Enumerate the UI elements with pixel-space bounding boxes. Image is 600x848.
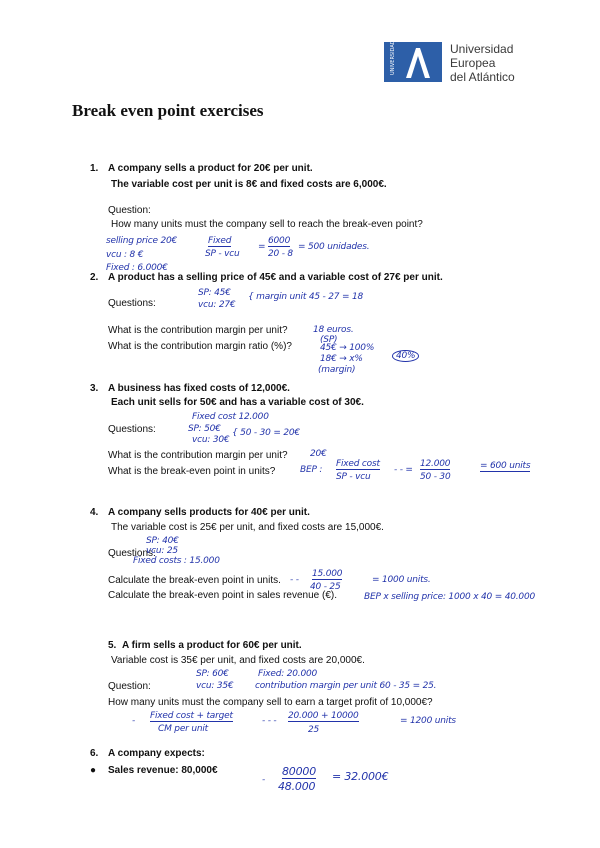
ex5-hw-fixed: Fixed: 20.000 (258, 669, 318, 679)
ex3-statement-2: Each unit sells for 50€ and has a variable cost of 30€. (111, 397, 364, 408)
ex6-statement-1: A company expects: (108, 748, 205, 759)
ex3-hw-vcu: vcu: 30€ (192, 435, 230, 445)
ex5-hw-vcu: vcu: 35€ (196, 681, 234, 691)
ex3-question-2: What is the break-even point in units? (108, 466, 276, 477)
ex3-question-1: What is the contribution margin per unit? (108, 450, 288, 461)
ex3-hw-fixed: Fixed cost 12.000 (192, 412, 269, 422)
logo-a-icon (384, 42, 442, 82)
ex1-hw-frac-num: Fixed (208, 236, 232, 246)
ex3-statement-1: A business has fixed costs of 12,000€. (108, 383, 290, 394)
university-logo-mark (384, 42, 442, 82)
ex5-hw-result: = 1200 units (400, 716, 456, 726)
ex6-hw-minus: - (262, 775, 266, 785)
ex3-hw-eq: - - = (394, 465, 413, 475)
university-name-line1: Universidad (450, 42, 514, 56)
ex1-question: How many units must the company sell to reach the break-even point? (111, 219, 423, 230)
ex1-number: 1. (90, 163, 99, 174)
ex5-statement-2: Variable cost is 35€ per unit, and fixed costs are 20,000€. (111, 655, 365, 666)
ex5-hw-frac-num: Fixed cost + target (150, 711, 233, 721)
ex2-hw-margin: { margin unit 45 - 27 = 18 (248, 292, 364, 302)
ex5-question: How many units must the company sell to earn a target profit of 10,000€? (108, 697, 433, 708)
ex5-question-label: Question: (108, 681, 151, 692)
ex1-statement-1: A company sells a product for 20€ per unit. (108, 163, 313, 174)
ex1-hw-eq: = (258, 242, 266, 252)
ex4-question-2: Calculate the break-even point in sales revenue (€). (108, 590, 338, 601)
ex3-hw-sp: SP: 50€ (188, 424, 221, 434)
ex4-question-label: Questions: (108, 548, 156, 559)
ex6-bullet-icon: ● (90, 765, 97, 776)
ex5-hw-frac2-den: 25 (308, 725, 320, 735)
ex2-hw-sp-label: (SP) (320, 335, 338, 345)
ex2-statement-1: A product has a selling price of 45€ and a variable cost of 27€ per unit. (108, 272, 443, 283)
ex6-bullet-1: Sales revenue: 80,000€ (108, 765, 218, 776)
ex2-hw-sp: SP: 45€ (198, 288, 231, 298)
ex4-hw-result: = 1000 units. (372, 575, 431, 585)
ex3-hw-frac2-num: 12.000 (420, 459, 451, 469)
ex3-number: 3. (90, 383, 99, 394)
ex1-hw-result: = 500 unidades. (298, 242, 370, 252)
ex4-hw-fixed: Fixed costs : 15.000 (133, 556, 220, 566)
ex3-hw-frac2-den: 50 - 30 (420, 472, 451, 482)
ex1-hw-sp: selling price 20€ (106, 236, 178, 246)
ex1-statement-2: The variable cost per unit is 8€ and fixed costs are 6,000€. (111, 179, 387, 190)
ex5-number: 5. (108, 640, 117, 651)
ex5-hw-eq: - - - (262, 716, 277, 726)
ex2-hw-answer-2: 40% (392, 350, 419, 362)
ex6-hw-result: = 32.000€ (332, 770, 389, 783)
ex1-hw-frac2-num: 6000 (268, 236, 291, 246)
ex5-hw-dash: - (132, 716, 136, 726)
ex3-hw-answer-1: 20€ (310, 449, 327, 459)
ex1-hw-frac-den: SP - vcu (205, 249, 240, 259)
ex2-hw-margin-label: (margin) (318, 365, 356, 375)
ex4-hw-revenue: BEP x selling price: 1000 x 40 = 40.000 (364, 592, 535, 602)
ex1-hw-frac2-den: 20 - 8 (268, 249, 293, 259)
ex5-hw-sp: SP: 60€ (196, 669, 229, 679)
ex5-hw-cm: contribution margin per unit 60 - 35 = 25. (255, 681, 437, 691)
ex4-hw-dash: - - (290, 575, 299, 585)
university-name-line2: Europea (450, 56, 496, 70)
logo-vertical-text: UNIVERSIDAD EUROPEA (390, 42, 396, 75)
ex6-number: 6. (90, 748, 99, 759)
ex5-hw-frac2-num: 20.000 + 10000 (288, 711, 359, 721)
ex5-statement-1: A firm sells a product for 60€ per unit. (122, 640, 302, 651)
ex4-hw-sp: SP: 40€ (146, 536, 179, 546)
ex4-hw-vcu: vcu: 25 (146, 546, 178, 556)
ex1-hw-vcu: vcu : 8 € (106, 250, 144, 260)
university-name-line3: del Atlántico (450, 70, 515, 84)
ex4-question-1: Calculate the break-even point in units. (108, 575, 281, 586)
ex1-hw-fixed: Fixed : 6.000€ (106, 263, 168, 273)
ex3-hw-frac-num: Fixed cost (336, 459, 380, 469)
ex2-question-2: What is the contribution margin ratio (%)? (108, 341, 292, 352)
ex4-hw-frac-den: 40 - 25 (310, 582, 341, 592)
ex5-hw-frac-den: CM per unit (158, 724, 208, 734)
ex4-statement-1: A company sells products for 40€ per unit. (108, 507, 310, 518)
ex2-question-1: What is the contribution margin per unit? (108, 325, 288, 336)
ex2-question-label: Questions: (108, 298, 156, 309)
ex4-number: 4. (90, 507, 99, 518)
ex3-hw-frac-den: SP - vcu (336, 472, 371, 482)
ex2-hw-vcu: vcu: 27€ (198, 300, 236, 310)
ex3-hw-margin: { 50 - 30 = 20€ (232, 428, 300, 438)
ex3-hw-result: = 600 units (480, 461, 531, 471)
ex2-hw-rule-1: 45€ → 100% (320, 343, 375, 353)
ex3-hw-bep: BEP : (300, 465, 323, 475)
page-title: Break even point exercises (72, 101, 264, 120)
ex6-hw-revenue: 80000 (282, 765, 316, 778)
ex2-number: 2. (90, 272, 99, 283)
ex3-question-label: Questions: (108, 424, 156, 435)
ex2-hw-rule-2: 18€ → x% (320, 354, 363, 364)
ex6-hw-cost: 48.000 (278, 780, 316, 793)
ex1-question-label: Question: (108, 205, 151, 216)
ex2-hw-answer-1: 18 euros. (313, 325, 354, 335)
ex4-statement-2: The variable cost is 25€ per unit, and fixed costs are 15,000€. (111, 522, 384, 533)
ex4-hw-frac-num: 15.000 (312, 569, 343, 579)
university-name (450, 42, 515, 84)
